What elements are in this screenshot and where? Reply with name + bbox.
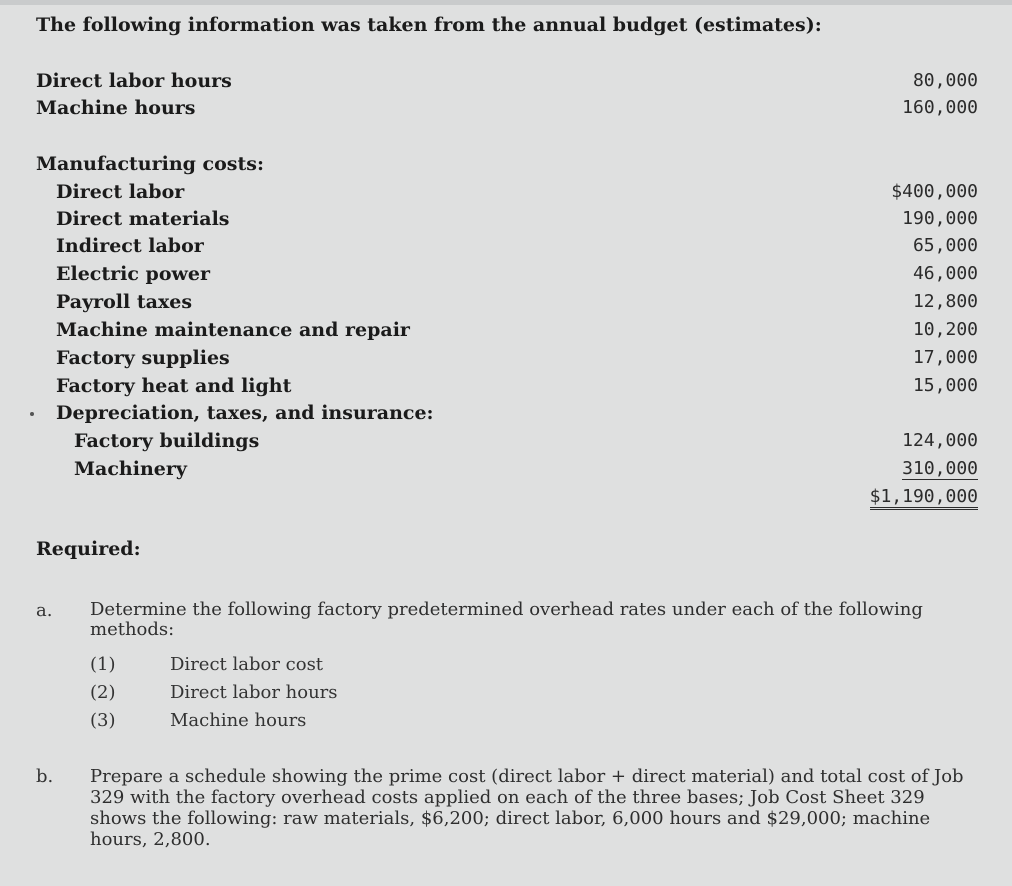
method-text: Machine hours (170, 710, 307, 731)
cost-row (0, 263, 1012, 291)
row-direct-labor-hours (0, 70, 1012, 98)
dep-row (0, 458, 1012, 486)
method-number: (3) (90, 710, 116, 731)
total-value: $1,190,000 (870, 486, 978, 510)
cost-label: Direct labor (56, 181, 185, 203)
cost-row (0, 235, 1012, 263)
cost-value: 17,000 (912, 347, 978, 368)
required-heading: Required: (36, 538, 141, 560)
cost-value: 15,000 (912, 375, 978, 396)
method-number: (2) (90, 682, 116, 703)
mfg-heading-row (0, 153, 1012, 181)
row-machine-hours (0, 97, 1012, 125)
cost-label: Indirect labor (56, 235, 204, 257)
method-text: Direct labor cost (170, 654, 324, 675)
total-row (0, 486, 1012, 514)
cost-row (0, 347, 1012, 375)
cost-label: Factory heat and light (56, 375, 292, 397)
depreciation-heading: Depreciation, taxes, and insurance: (56, 402, 434, 424)
cost-value: 190,000 (902, 208, 978, 229)
cost-value: $400,000 (891, 181, 978, 202)
cost-label: Payroll taxes (56, 291, 193, 313)
manufacturing-costs-heading: Manufacturing costs: (36, 153, 264, 175)
dep-label: Factory buildings (74, 430, 260, 452)
value: 160,000 (902, 97, 978, 118)
dep-row (0, 430, 1012, 458)
cost-row (0, 181, 1012, 209)
method-text: Direct labor hours (170, 682, 338, 703)
cost-label: Direct materials (56, 208, 230, 230)
cost-label: Machine maintenance and repair (56, 319, 410, 341)
part-a-letter: a. (36, 600, 53, 621)
value: 80,000 (912, 70, 978, 91)
dep-value: 124,000 (902, 430, 978, 451)
document-title: The following information was taken from the annual budget (estimates): (36, 14, 822, 36)
part-b-letter: b. (36, 766, 54, 787)
label: Direct labor hours (36, 70, 232, 92)
cost-value: 65,000 (912, 235, 978, 256)
part-a-text: Determine the following factory predetermined overhead rates under each of the following methods: (90, 599, 923, 640)
dep-heading-row (0, 402, 1012, 430)
label: Machine hours (36, 97, 196, 119)
cost-row (0, 291, 1012, 319)
part-b-text: Prepare a schedule showing the prime cost (direct labor + direct material) and total cost of Job 329 with the factory overhead costs applied on each of the three bases; Job Cost Sheet 329 shows the following: raw materials, $6,200; direct labor, 6,000 hours and $29,000; machine hours, 2,800. (90, 766, 964, 850)
cost-value: 12,800 (912, 291, 978, 312)
dep-label: Machinery (74, 458, 187, 480)
cost-value: 46,000 (912, 263, 978, 284)
cost-value: 10,200 (912, 319, 978, 340)
cost-row (0, 375, 1012, 403)
cost-label: Electric power (56, 263, 210, 285)
cost-row (0, 208, 1012, 236)
cost-row (0, 319, 1012, 347)
dep-value: 310,000 (902, 458, 978, 479)
method-number: (1) (90, 654, 116, 675)
cost-label: Factory supplies (56, 347, 230, 369)
